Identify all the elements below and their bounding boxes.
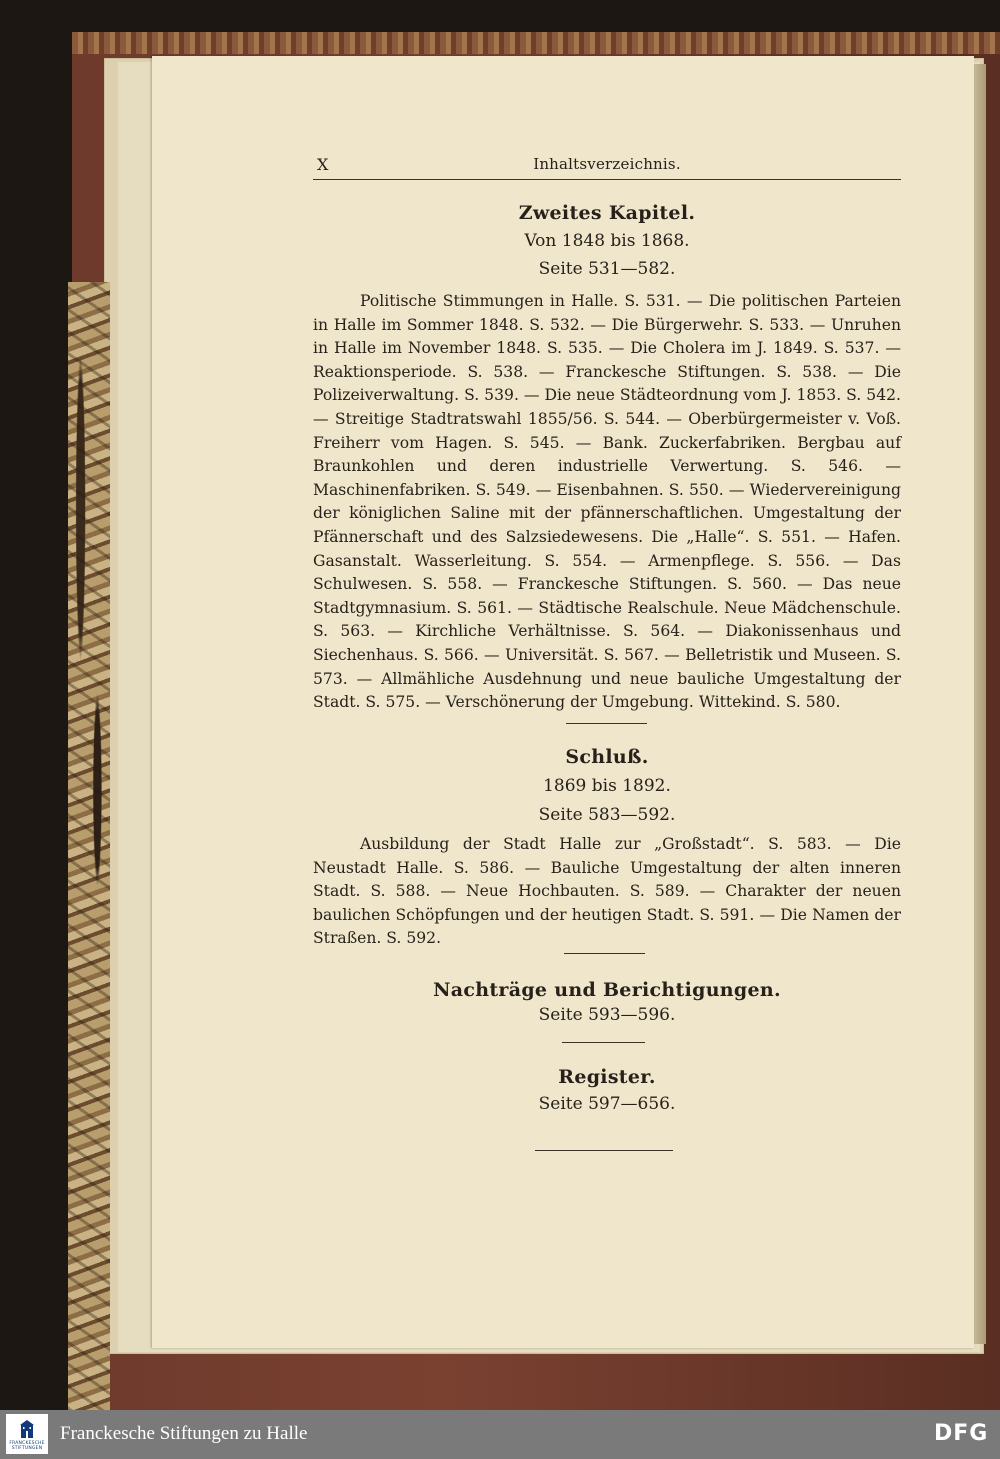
marbled-endpaper-pattern: [68, 282, 110, 1410]
dfg-logo[interactable]: DFG: [934, 1421, 989, 1446]
chapter-pages: Seite 531—582.: [538, 259, 676, 279]
section-divider: [566, 723, 647, 724]
page-edge: [972, 64, 986, 1344]
institution-name[interactable]: Franckesche Stiftungen zu Halle: [60, 1423, 308, 1444]
chapter-title: Zweites Kapitel.: [518, 202, 696, 224]
footer-banner: [0, 1410, 1000, 1459]
register-pages: Seite 597—656.: [538, 1094, 676, 1114]
logo-text-line2: STIFTUNGEN: [11, 1446, 43, 1451]
chapter-contents: Politische Stimmungen in Halle. S. 531. — Die politischen Parteien in Halle im Sommer 1848. S. 532. — Die Bürgerwehr. S. 533. — Unruhen in Halle im November 1848. S. 535. — Die Cholera im J. 1849. S. 537. — Reaktionsperiode. S. 538. — Franckesche Stiftungen. S. 538. — Die Polizeiverwaltung. S. 539. — Die neue Städteordnung vom J. 1853. S. 542. — Streitige Stadtratswahl 1855/56. S. 544. — Oberbürgermeister v. Voß. Freiherr vom Hagen. S. 545. — Bank. Zuckerfabriken. Bergbau auf Braunkohlen und deren industrielle Verwertung. S. 546. — Maschinenfabriken. S. 549. — Eisenbahnen. S. 550. — Wiedervereinigung der königlichen Saline mit der pfännerschaftlichen. Umgestaltung der Pfännerschaft und des Salzsiedewesens. Die „Halle“. S. 551. — Hafen. Gasanstalt. Wasserleitung. S. 554. — Armenpflege. S. 556. — Das Schulwesen. S. 558. — Franckesche Stiftungen. S. 560. — Das neue Stadtgymnasium. S. 561. — Städtische Realschule. Neue Mädchenschule. S. 563. — Kirchliche Verhältnisse. S. 564. — Diakonissenhaus und Siechenhaus. S. 566. — Universität. S. 567. — Belletristik und Museen. S. 573. — Allmähliche Ausdehnung und neue bauliche Umgestaltung der Stadt. S. 575. — Verschönerung der Umgebung. Wittekind. S. 580.: [313, 292, 901, 712]
end-rule: [535, 1150, 673, 1151]
book-spine-top: [72, 32, 1000, 54]
section-divider: [564, 953, 645, 954]
chapter-period: Von 1848 bis 1868.: [524, 231, 690, 251]
nachtraege-pages: Seite 593—596.: [538, 1005, 676, 1025]
logo-text-line1: FRANCKESCHE: [9, 1441, 45, 1446]
building-icon: [19, 1419, 35, 1439]
schluss-period: 1869 bis 1892.: [543, 776, 671, 796]
schluss-title: Schluß.: [565, 746, 649, 768]
page-number: X: [317, 155, 329, 174]
register-title: Register.: [558, 1066, 656, 1088]
schluss-pages: Seite 583—592.: [538, 805, 676, 825]
institution-logo[interactable]: [6, 1414, 48, 1454]
schluss-contents: Ausbildung der Stadt Halle zur „Großstadt“. S. 583. — Die Neustadt Halle. S. 586. — Bauliche Umgestaltung der alten inneren Stadt. S. 588. — Neue Hochbauten. S. 589. — Charakter der neuen baulichen Schöpfungen und der heutigen Stadt. S. 591. — Die Namen der Straßen. S. 592.: [313, 835, 901, 948]
nachtraege-title: Nachträge und Berichtigungen.: [433, 979, 781, 1001]
page-header: [313, 155, 901, 180]
section-divider: [562, 1042, 645, 1043]
running-title: Inhaltsverzeichnis.: [533, 155, 681, 173]
